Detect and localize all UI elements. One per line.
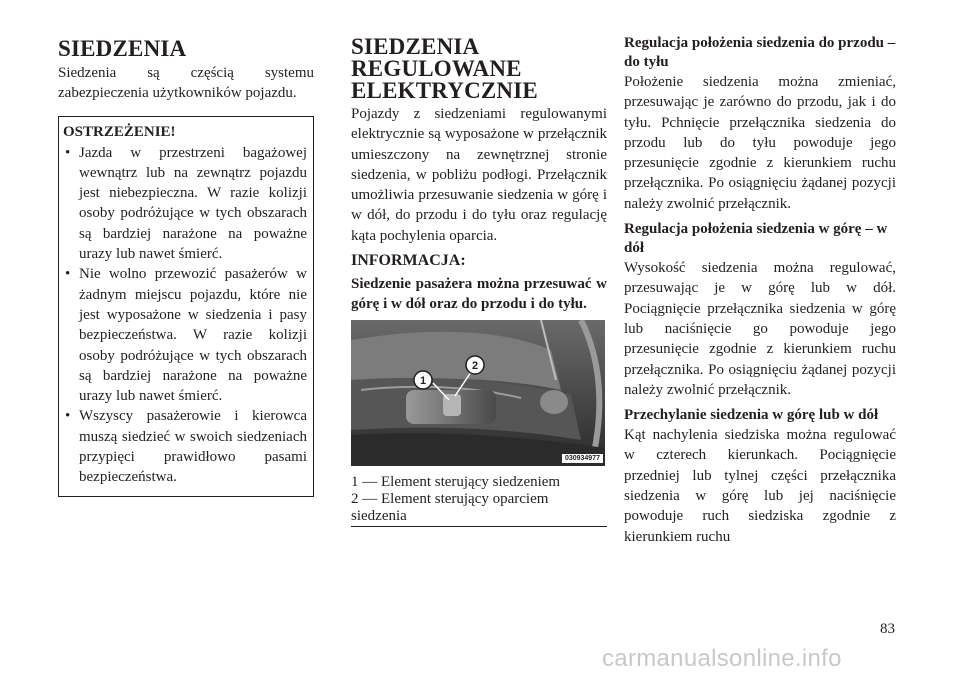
figure-code: 030934977 (562, 454, 603, 463)
warning-item: • Wszyscy pasażerowie i kierowca muszą siedzieć w swoich siedzeniach przypięci prawidłowo pasami bezpieczeństwa. (65, 408, 307, 486)
subhead-up-down: Regulacja położenia siedzenia w górę – w dół (624, 221, 888, 257)
tilt-body: Kąt nachylenia siedziska można regulować w czterech kierunkach. Pociągnięcie przedniej lub tylnej części przełącznika siedzenia w górę lub jej naciśnięcie powoduje ruch siedziska zgodnie z kierunkiem ruchu (624, 427, 896, 545)
column-left (58, 34, 314, 497)
warning-box (58, 116, 314, 497)
warning-item: • Jazda w przestrzeni bagażowej wewnątrz lub na zewnątrz pojazdu jest niebezpieczna. W razie kolizji osoby podróżujące w tych obszarach są bardziej narażone na poważne urazy lub nawet śmierć. (65, 144, 307, 263)
section-title-power-seats: SIEDZENIA REGULOWANE ELEKTRYCZNIE (351, 34, 538, 103)
info-text: Siedzenie pasażera można przesuwać w górę i w dół oraz do przodu i do tyłu. (351, 276, 607, 313)
watermark: carmanualsonline.info (602, 645, 842, 672)
callout-1-label: 1 (419, 375, 427, 388)
seats-intro: Siedzenia są częścią systemu zabezpieczenia użytkowników pojazdu. (58, 65, 314, 102)
power-seats-body: Pojazdy z siedzeniami regulowanymi elektrycznie są wyposażone w przełącznik umieszczony na zewnętrznej stronie siedzenia, w pobliżu podłogi. Przełącznik umożliwia przesuwanie siedzenia w górę i w dół, do przodu i do tyłu oraz regulację kąta pochylenia oparcia. (351, 106, 607, 244)
seat-controls-photo (351, 320, 605, 466)
bullet-icon: • (65, 144, 71, 161)
section-title-seats: SIEDZENIA (58, 36, 187, 61)
page-number: 83 (880, 621, 895, 637)
subhead-forward-backward: Regulacja położenia siedzenia do przodu – do tyłu (624, 35, 896, 70)
caption-line: 1 — Element sterujący siedzeniem (351, 474, 561, 491)
info-title: INFORMACJA: (351, 252, 466, 270)
figure-caption (351, 474, 607, 527)
column-middle (351, 34, 607, 527)
forward-backward-body: Położenie siedzenia można zmieniać, przesuwając je zarówno do przodu, jak i do tyłu. Pchnięcie przełącznika siedzenia do przodu lub do tyłu powoduje jego przesunięcie zgodnie z kierunkiem ruchu przełącznika. Po osiągnięciu żądanej pozycji należy zwolnić przełącznik. (624, 74, 896, 212)
warning-item: • Nie wolno przewozić pasażerów w żadnym miejscu pojazdu, które nie jest wyposażone w siedzenia i pasy bezpieczeństwa. W razie kolizji osoby podróżujące w tych obszarach są bardziej narażone na poważne urazy lub nawet śmierć. (65, 266, 307, 405)
warning-list (63, 143, 307, 488)
warning-title: OSTRZEŻENIE! (63, 123, 176, 140)
subhead-tilt: Przechylanie siedzenia w górę lub w dół (624, 407, 879, 424)
column-right (624, 34, 896, 547)
caption-line: 2 — Element sterujący oparciem siedzenia (351, 491, 549, 525)
callout-2-label: 2 (471, 360, 479, 373)
up-down-body: Wysokość siedzenia można regulować, przesuwając je w górę lub w dół. Pociągnięcie przełącznika siedzenia w górę lub naciśnięcie go powoduje jego przesunięcie zgodnie z kierunkiem ruchu przełącznika. Po osiągnięciu żądanej pozycji należy zwolnić przełącznik. (624, 260, 896, 398)
seat-illustration (351, 320, 605, 466)
bullet-icon: • (65, 266, 71, 283)
bullet-icon: • (65, 408, 71, 425)
